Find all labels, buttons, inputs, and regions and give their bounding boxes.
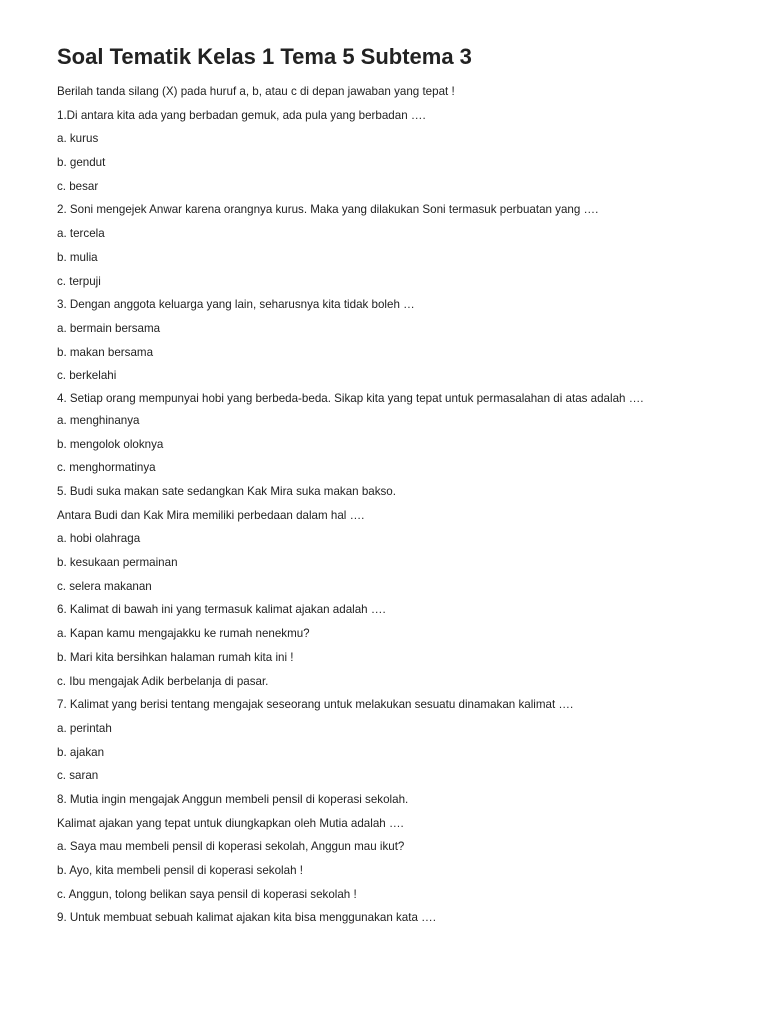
question-1-option-a: a. kurus bbox=[57, 132, 99, 146]
question-6-option-a: a. Kapan kamu mengajakku ke rumah nenekmu? bbox=[57, 627, 310, 641]
question-2-option-b: b. mulia bbox=[57, 250, 98, 264]
question-4-option-a: a. menghinanya bbox=[57, 413, 140, 427]
question-2: 2. Soni mengejek Anwar karena orangnya kurus. Maka yang dilakukan Soni termasuk perbuatan yang …. bbox=[57, 203, 599, 217]
question-4-option-b: b. mengolok oloknya bbox=[57, 437, 164, 451]
question-3-option-c: c. berkelahi bbox=[57, 369, 117, 383]
question-1-option-c: c. besar bbox=[57, 179, 99, 193]
question-5-prompt: Antara Budi dan Kak Mira memiliki perbedaan dalam hal …. bbox=[57, 508, 365, 522]
question-8-option-a: a. Saya mau membeli pensil di koperasi sekolah, Anggun mau ikut? bbox=[57, 840, 405, 854]
question-6-option-b: b. Mari kita bersihkan halaman rumah kita ini ! bbox=[57, 650, 294, 664]
question-5-option-c: c. selera makanan bbox=[57, 579, 152, 593]
question-4: 4. Setiap orang mempunyai hobi yang berbeda-beda. Sikap kita yang tepat untuk permasalahan di atas adalah …. bbox=[57, 391, 644, 405]
instruction-text: Berilah tanda silang (X) pada huruf a, b, atau c di depan jawaban yang tepat ! bbox=[57, 85, 455, 98]
question-2-option-a: a. tercela bbox=[57, 227, 105, 241]
question-2-option-c: c. terpuji bbox=[57, 274, 101, 288]
question-8: 8. Mutia ingin mengajak Anggun membeli pensil di koperasi sekolah. bbox=[57, 792, 409, 806]
question-4-option-c: c. menghormatinya bbox=[57, 461, 156, 475]
question-8-option-b: b. Ayo, kita membeli pensil di koperasi sekolah ! bbox=[57, 864, 303, 877]
question-7-option-c: c. saran bbox=[57, 769, 99, 783]
question-8-option-c: c. Anggun, tolong belikan saya pensil di koperasi sekolah ! bbox=[57, 887, 357, 901]
question-5: 5. Budi suka makan sate sedangkan Kak Mira suka makan bakso. bbox=[57, 485, 396, 498]
question-7: 7. Kalimat yang berisi tentang mengajak seseorang untuk melakukan sesuatu dinamakan kalimat …. bbox=[57, 698, 574, 712]
question-3-option-a: a. bermain bersama bbox=[57, 321, 161, 335]
question-6: 6. Kalimat di bawah ini yang termasuk kalimat ajakan adalah …. bbox=[57, 603, 386, 617]
question-1: 1.Di antara kita ada yang berbadan gemuk, ada pula yang berbadan …. bbox=[57, 108, 426, 122]
document-page bbox=[57, 42, 699, 935]
question-1-option-b: b. gendut bbox=[57, 156, 106, 170]
question-3-option-b: b. makan bersama bbox=[57, 345, 154, 359]
question-7-option-a: a. perintah bbox=[57, 721, 112, 735]
question-7-option-b: b. ajakan bbox=[57, 745, 105, 759]
document-title: Soal Tematik Kelas 1 Tema 5 Subtema 3 bbox=[57, 44, 472, 69]
question-5-option-a: a. hobi olahraga bbox=[57, 532, 141, 546]
question-8-prompt: Kalimat ajakan yang tepat untuk diungkapkan oleh Mutia adalah …. bbox=[57, 816, 404, 830]
question-6-option-c: c. Ibu mengajak Adik berbelanja di pasar. bbox=[57, 674, 269, 688]
question-3: 3. Dengan anggota keluarga yang lain, seharusnya kita tidak boleh … bbox=[57, 298, 415, 312]
question-5-option-b: b. kesukaan permainan bbox=[57, 556, 178, 570]
question-9: 9. Untuk membuat sebuah kalimat ajakan kita bisa menggunakan kata …. bbox=[57, 911, 436, 925]
